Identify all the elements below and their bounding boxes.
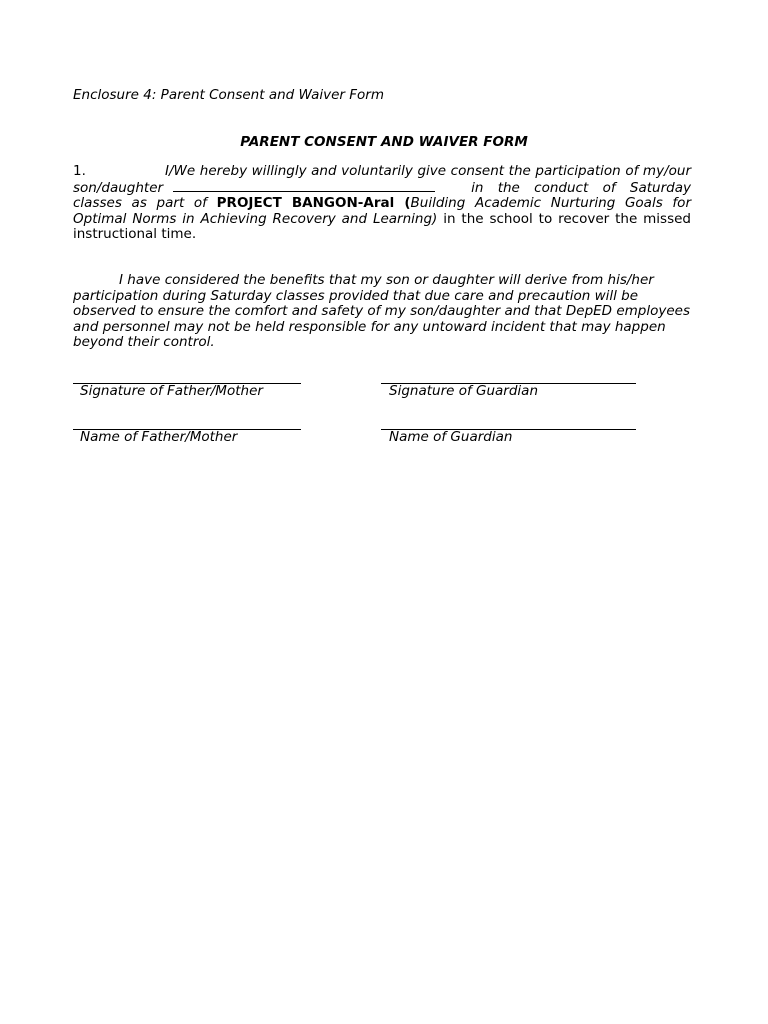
waiver-text: I have considered the benefits that my son or daughter will derive from his/her participation during Saturday classes provided that due care and precaution will be observed to ensure the comfort and safety of my son/daughter and that DepED employees and personnel may not be held responsible for any untoward incident that may happen beyond their control. — [73, 272, 691, 351]
project-name: PROJECT BANGON-Aral ( — [216, 195, 411, 212]
consent-text-b: in the conduct of Saturday classes as part of — [73, 179, 691, 212]
paragraph-number: 1. — [73, 163, 86, 179]
parent-signature-label: Signature of Father/Mother — [80, 383, 263, 399]
waiver-paragraph — [73, 273, 691, 351]
guardian-signature-label: Signature of Guardian — [389, 383, 539, 399]
parent-name-label: Name of Father/Mother — [80, 429, 238, 445]
project-acronym: Building Academic Nurturing Goals for Optimal Norms in Achieving Recovery and Learning) — [73, 195, 691, 227]
consent-paragraph — [73, 164, 691, 243]
consent-text-c: in the school to recover the missed instructional time. — [73, 210, 691, 243]
son-daughter-blank[interactable] — [173, 180, 435, 192]
form-title: PARENT CONSENT AND WAIVER FORM — [240, 134, 528, 150]
guardian-name-label: Name of Guardian — [389, 429, 513, 445]
enclosure-label: Enclosure 4: Parent Consent and Waiver Form — [73, 87, 385, 103]
consent-text-a: I/We hereby willingly and voluntarily give consent the participation of my/our son/daughter — [73, 163, 691, 196]
